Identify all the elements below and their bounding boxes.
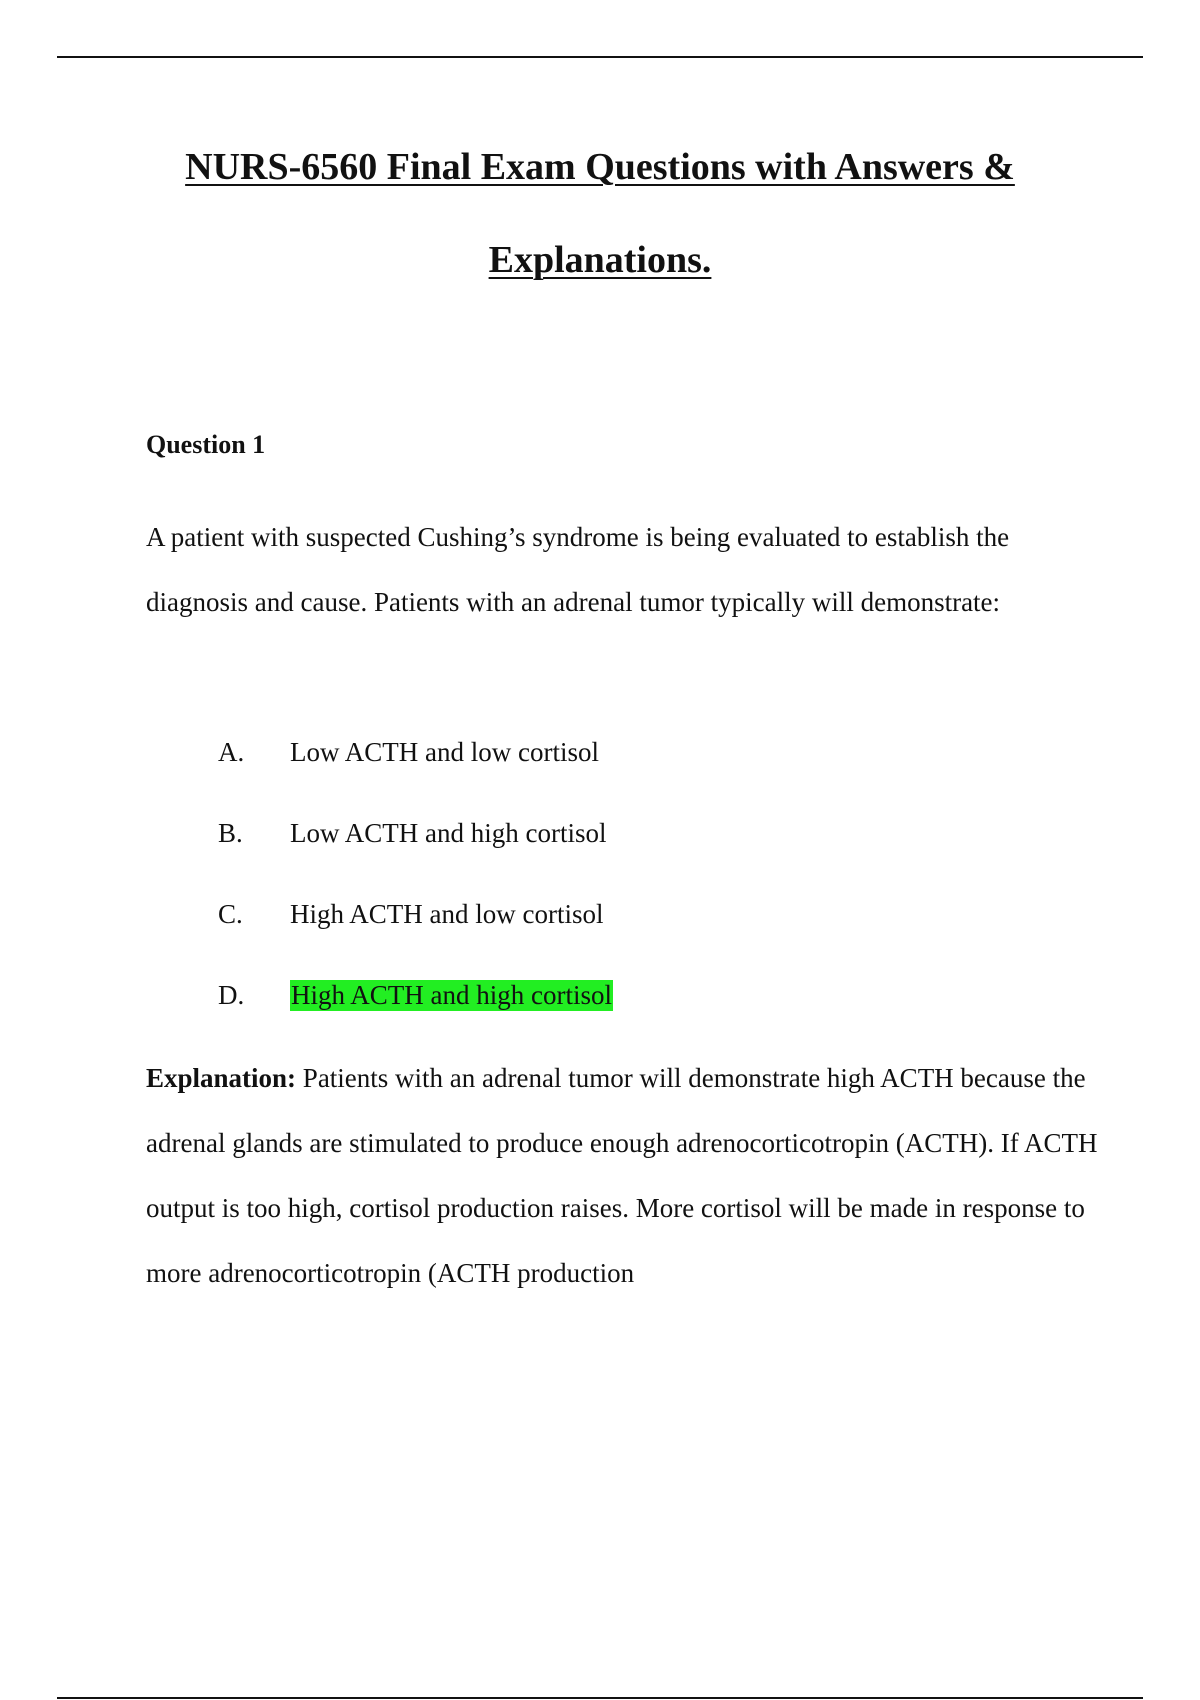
- explanation-paragraph: [146, 1046, 1106, 1306]
- explanation-text: Patients with an adrenal tumor will demonstrate high ACTH because the adrenal glands are stimulated to produce enough adrenocorticotropin (ACTH). If ACTH output is too high, cortisol production raises. More cortisol will be made in response to more adrenocorticotropin (ACTH production: [146, 1063, 1098, 1288]
- option-letter: C.: [218, 899, 243, 929]
- option-text: Low ACTH and high cortisol: [290, 818, 607, 848]
- document-title-line-1: NURS-6560 Final Exam Questions with Answers &: [185, 146, 1015, 188]
- option-text: Low ACTH and low cortisol: [290, 737, 599, 767]
- option-letter: D.: [218, 980, 245, 1010]
- top-rule: [57, 56, 1143, 58]
- answer-option-b: [0, 818, 1200, 858]
- answer-option-d: [0, 980, 1200, 1020]
- question-text: A patient with suspected Cushing’s syndrome is being evaluated to establish the diagnosis and cause. Patients with an adrenal tumor typically will demonstrate:: [146, 522, 1010, 617]
- answer-option-a: [0, 737, 1200, 777]
- option-letter: A.: [218, 737, 245, 767]
- explanation-label: Explanation:: [146, 1063, 297, 1093]
- option-letter: B.: [218, 818, 243, 848]
- answer-option-c: [0, 899, 1200, 939]
- question-heading: Question 1: [146, 430, 266, 459]
- option-text-highlighted: High ACTH and high cortisol: [291, 980, 612, 1010]
- document-title-line-2: Explanations.: [488, 239, 712, 281]
- bottom-rule: [57, 1697, 1143, 1699]
- option-text: High ACTH and low cortisol: [290, 899, 604, 929]
